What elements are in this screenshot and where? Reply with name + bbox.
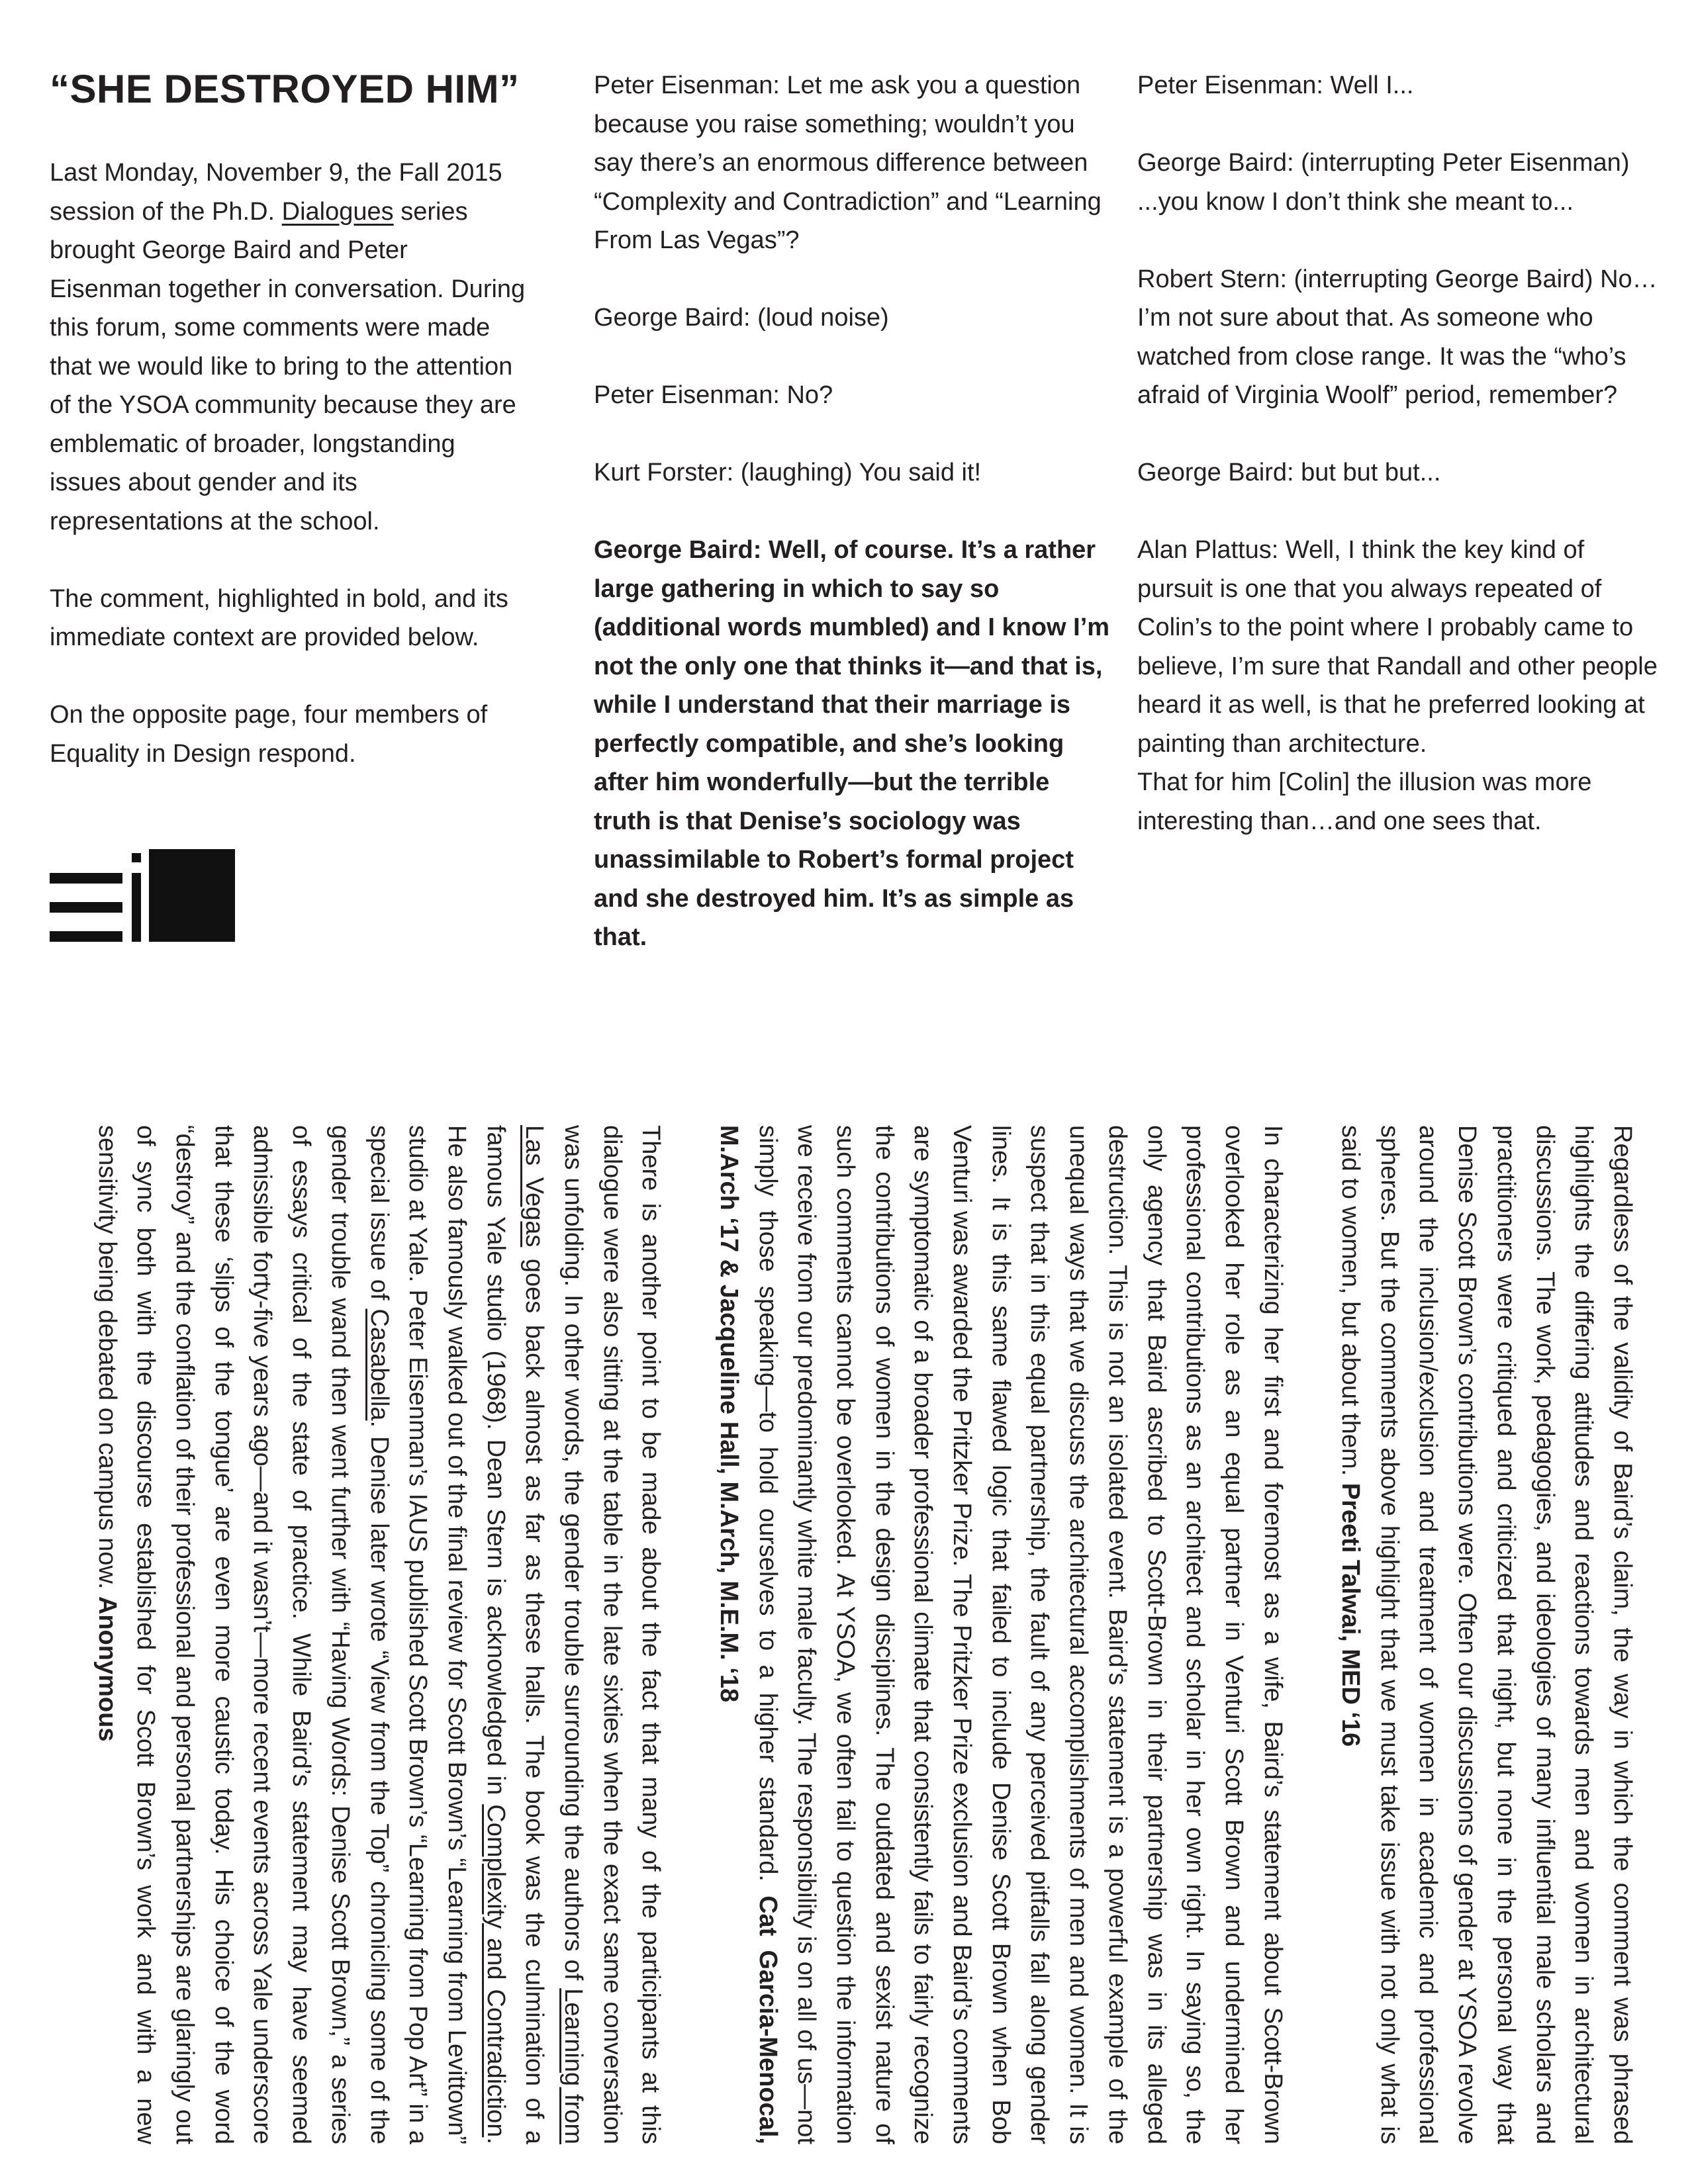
- transcript-line: Kurt Forster: (laughing) You said it!: [594, 459, 982, 486]
- transcript-line: That for him [Colin] the illusion was more interesting than…and one sees that.: [1137, 768, 1592, 835]
- highlighted-comment: George Baird: Well, of course. It’s a rather large gathering in which to say so (additional words mumbled) and I know I’m not the only one that thinks it—and that is, while I understand that their marriage is perfectly compatible, and she’s looking after him wonderfully—but the terrible truth is that Denise’s sociology was unassimilable to Robert’s formal project and she destroyed him. It’s as simple as that.: [594, 536, 1110, 951]
- transcript-line: Peter Eisenman: No?: [594, 381, 833, 409]
- response-text: . Denise later wrote “View from the Top” chronicling some of the gender trouble wand then went further with “Having Words: Denise Scott Brown,” a series of essays critical of the state of practice. While Baird’s statement may have seemed admissible forty-five years ago—and it wasn’t—more recent events across Yale underscore that these ‘slips of the tongue’ are even more caustic today. His choice of the word “destroy” and the conflation of their professional and personal partnerships are glaringly out of sync both with the discourse established for Scott Brown’s work and with a new sensitivity being debated on campus now.: [93, 1125, 393, 2144]
- response-text: . He also famously walked out of the final review for Scott Brown’s “Learning from Levittown” studio at Yale. Peter Eisenman’s IAUS published Scott Brown’s “Learning from Pop Art” in a special issue of: [365, 1125, 510, 2144]
- intro-column: [50, 66, 526, 812]
- magazine-title: Casabella: [365, 1308, 393, 1421]
- response-text: In characterizing her first and foremost as a wife, Baird’s statement about Scott-Brown overlooked her role as an equal partner in Venturi Scott Brown and undermined her professional contributions as an architect and scholar in her own right. In saying so, the only agency that Baird ascribed to Scott-Brown in their partnership was in its alleged destruction. This is not an isolated event. Baird’s statement is a powerful example of the unequal ways that we discuss the architectural accomplishments of men and women. It is suspect that in this equal partnership, the fault of any perceived pitfalls fall along gender lines. It is this same flawed logic that failed to include Denise Scott Brown when Bob Venturi was awarded the Pritzker Prize. The Pritzker Prize exclusion and Baird’s comments are symptomatic of a broader professional climate that consistently fails to fairly recognize the contributions of women in the design disciplines. The outdated and sexist nature of such comments cannot be overlooked. At YSOA, we often fail to question the information we receive from our predominantly white male faculty. The responsibility is on all of us—not simply those speaking—to hold ourselves to a higher standard.: [753, 1125, 1287, 2144]
- transcript-line: George Baird: (loud noise): [594, 304, 889, 332]
- transcript-line: George Baird: but but but...: [1137, 459, 1441, 486]
- response-1: [1331, 1125, 1642, 2144]
- headline: “SHE DESTROYED HIM”: [50, 67, 520, 111]
- response-text: There is another point to be made about the fact that many of the participants at this dialogue were also sitting at the table in the late sixties when the exact same conversation was unfolding. In other words, the gender trouble surrounding the authors of: [559, 1125, 665, 2144]
- transcript-column-2: [1137, 66, 1660, 880]
- dialogues-link: Dialogues: [281, 197, 394, 226]
- book-title: Complexity and Contradiction: [481, 1804, 510, 2138]
- transcript-line: Alan Plattus: Well, I think the key kind of pursuit is one that you always repeated of Colin’s to the point where I probably came to believe, I’m sure that Randall and other people heard it as well, is that he preferred looking at painting than architecture.: [1137, 536, 1658, 758]
- intro-text-cont: series brought George Baird and Peter Eisenman together in conversation. During this forum, some comments were made that we would like to bring to the attention of the YSOA community because they are emblematic of broader, longstanding issues about gender and its representations at the school.: [50, 197, 526, 535]
- responses-rotated-text: [66, 1125, 1642, 2144]
- response-2: [709, 1125, 1292, 2144]
- response-3: [87, 1125, 671, 2144]
- intro-text: Last Monday, November 9, the Fall 2015 session of the Ph.D.: [50, 159, 502, 226]
- book-title: Learning from Las Vegas: [520, 1125, 588, 2144]
- intro-paragraph-1: [50, 154, 526, 541]
- response-text: goes back almost as far as these halls. The book was the culmination of a famous Yale studio (1968). Dean Stern is acknowledged in: [481, 1125, 549, 2144]
- response-author: Anonymous: [93, 1596, 121, 1742]
- intro-paragraph-3: On the opposite page, four members of Equality in Design respond.: [50, 701, 488, 768]
- intro-paragraph-2: The comment, highlighted in bold, and its immediate context are provided below.: [50, 584, 508, 651]
- transcript-line: George Baird: (interrupting Peter Eisenman) ...you know I don’t think she meant to...: [1137, 149, 1630, 216]
- response-author: Preeti Talwai, MED ‘16: [1337, 1482, 1365, 1747]
- responses-section: [66, 1125, 1642, 2144]
- transcript-line: Robert Stern: (interrupting George Baird) No… I’m not sure about that. As someone who watched from close range. It was the “who’s afraid of Virginia Woolf” period, remember?: [1137, 265, 1658, 409]
- transcript-column-1: [594, 66, 1110, 995]
- equality-in-design-logo: [50, 849, 235, 950]
- transcript-line: Peter Eisenman: Well I...: [1137, 71, 1414, 99]
- response-text: Regardless of the validity of Baird’s claim, the way in which the comment was phrased highlights the differing attitudes and reactions towards men and women in architectural discussions. The work, pedagogies, and ideologies of many influential male scholars and practitioners were critiqued and criticized that night, but none in the personal way that Denise Scott Brown’s contributions were. Often our discussions of gender at YSOA revolve around the inclusion/exclusion and treatment of women in academic and professional spheres. But the comments above highlight that we must take issue with not only what is said to women, but about them.: [1337, 1125, 1636, 2144]
- response-author: Cat Garcia-Menocal, M.Arch ‘17 & Jacqueline Hall, M.Arch, M.E.M. ‘18: [714, 1125, 782, 2144]
- transcript-line: Peter Eisenman: Let me ask you a question because you raise something; wouldn’t you say there’s an enormous difference between “Complexity and Contradiction” and “Learning From Las Vegas”?: [594, 71, 1102, 254]
